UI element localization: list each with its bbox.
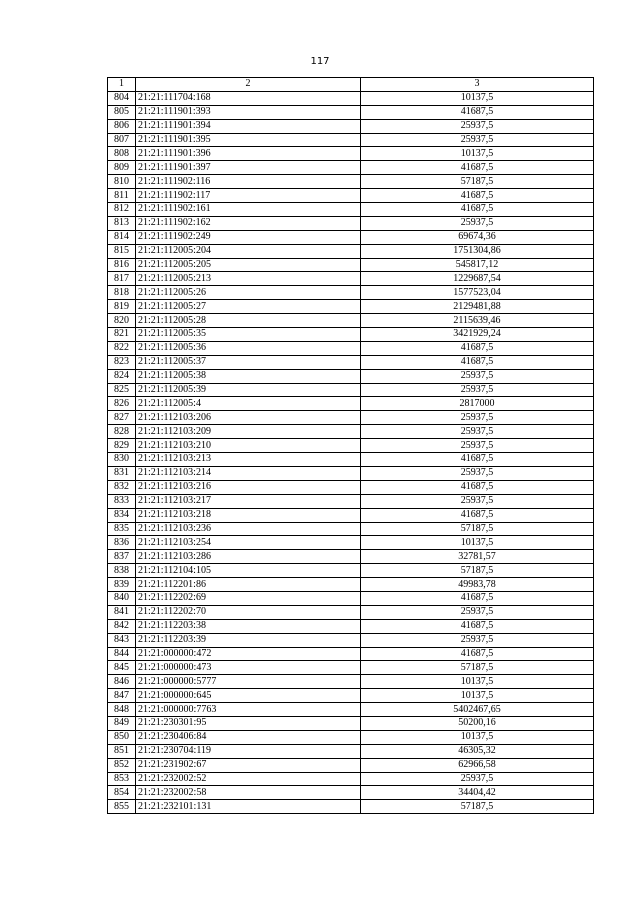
- value-cell: 57187,5: [361, 564, 594, 578]
- value-cell: 57187,5: [361, 175, 594, 189]
- cadastral-number-cell: 21:21:112203:38: [136, 619, 361, 633]
- data-table: [107, 77, 594, 814]
- table-row: [108, 175, 594, 189]
- row-number-cell: 807: [108, 133, 136, 147]
- value-cell: 25937,5: [361, 411, 594, 425]
- value-cell: 41687,5: [361, 355, 594, 369]
- cadastral-number-cell: 21:21:112005:26: [136, 286, 361, 300]
- row-number-cell: 808: [108, 147, 136, 161]
- value-cell: 5402467,65: [361, 703, 594, 717]
- table-row: [108, 466, 594, 480]
- table-row: [108, 425, 594, 439]
- row-number-cell: 843: [108, 633, 136, 647]
- row-number-cell: 836: [108, 536, 136, 550]
- row-number-cell: 844: [108, 647, 136, 661]
- table-row: [108, 744, 594, 758]
- table-row: [108, 328, 594, 342]
- row-number-cell: 818: [108, 286, 136, 300]
- table-row: [108, 383, 594, 397]
- cadastral-number-cell: 21:21:112201:86: [136, 578, 361, 592]
- cadastral-number-cell: 21:21:112103:217: [136, 494, 361, 508]
- value-cell: 25937,5: [361, 772, 594, 786]
- cadastral-number-cell: 21:21:112202:69: [136, 591, 361, 605]
- value-cell: 10137,5: [361, 675, 594, 689]
- table-row: [108, 230, 594, 244]
- table-row: [108, 411, 594, 425]
- value-cell: 41687,5: [361, 161, 594, 175]
- row-number-cell: 819: [108, 300, 136, 314]
- table-row: [108, 369, 594, 383]
- value-cell: 25937,5: [361, 605, 594, 619]
- row-number-cell: 806: [108, 119, 136, 133]
- table-row: [108, 147, 594, 161]
- cadastral-number-cell: 21:21:111704:168: [136, 91, 361, 105]
- cadastral-number-cell: 21:21:112103:218: [136, 508, 361, 522]
- row-number-cell: 822: [108, 341, 136, 355]
- table-row: [108, 341, 594, 355]
- row-number-cell: 813: [108, 216, 136, 230]
- cadastral-number-cell: 21:21:232101:131: [136, 800, 361, 814]
- value-cell: 41687,5: [361, 189, 594, 203]
- cadastral-number-cell: 21:21:111902:162: [136, 216, 361, 230]
- row-number-cell: 828: [108, 425, 136, 439]
- table-body: [108, 91, 594, 813]
- cadastral-number-cell: 21:21:111902:116: [136, 175, 361, 189]
- row-number-cell: 824: [108, 369, 136, 383]
- value-cell: 25937,5: [361, 466, 594, 480]
- cadastral-number-cell: 21:21:112005:28: [136, 314, 361, 328]
- cadastral-number-cell: 21:21:000000:645: [136, 689, 361, 703]
- value-cell: 57187,5: [361, 661, 594, 675]
- value-cell: 10137,5: [361, 536, 594, 550]
- cadastral-number-cell: 21:21:112203:39: [136, 633, 361, 647]
- table-row: [108, 397, 594, 411]
- row-number-cell: 817: [108, 272, 136, 286]
- row-number-cell: 833: [108, 494, 136, 508]
- cadastral-number-cell: 21:21:112103:236: [136, 522, 361, 536]
- row-number-cell: 851: [108, 744, 136, 758]
- table-row: [108, 800, 594, 814]
- value-cell: 41687,5: [361, 591, 594, 605]
- value-cell: 2115639,46: [361, 314, 594, 328]
- table-row: [108, 716, 594, 730]
- table-row: [108, 133, 594, 147]
- cadastral-number-cell: 21:21:112005:204: [136, 244, 361, 258]
- cadastral-number-cell: 21:21:112103:286: [136, 550, 361, 564]
- value-cell: 1577523,04: [361, 286, 594, 300]
- table-row: [108, 480, 594, 494]
- cadastral-number-cell: 21:21:000000:5777: [136, 675, 361, 689]
- table-row: [108, 578, 594, 592]
- cadastral-number-cell: 21:21:000000:472: [136, 647, 361, 661]
- cadastral-number-cell: 21:21:232002:58: [136, 786, 361, 800]
- row-number-cell: 809: [108, 161, 136, 175]
- row-number-cell: 841: [108, 605, 136, 619]
- table-row: [108, 508, 594, 522]
- table-row: [108, 300, 594, 314]
- row-number-cell: 852: [108, 758, 136, 772]
- table-row: [108, 258, 594, 272]
- row-number-cell: 810: [108, 175, 136, 189]
- row-number-cell: 830: [108, 453, 136, 467]
- cadastral-number-cell: 21:21:111901:393: [136, 105, 361, 119]
- row-number-cell: 805: [108, 105, 136, 119]
- row-number-cell: 829: [108, 439, 136, 453]
- value-cell: 57187,5: [361, 522, 594, 536]
- value-cell: 1751304,86: [361, 244, 594, 258]
- cadastral-number-cell: 21:21:230406:84: [136, 730, 361, 744]
- value-cell: 3421929,24: [361, 328, 594, 342]
- value-cell: 69674,36: [361, 230, 594, 244]
- table-row: [108, 119, 594, 133]
- table-row: [108, 536, 594, 550]
- value-cell: 46305,32: [361, 744, 594, 758]
- value-cell: 41687,5: [361, 619, 594, 633]
- value-cell: 10137,5: [361, 147, 594, 161]
- row-number-cell: 840: [108, 591, 136, 605]
- value-cell: 41687,5: [361, 453, 594, 467]
- cadastral-number-cell: 21:21:112005:39: [136, 383, 361, 397]
- table-row: [108, 91, 594, 105]
- cadastral-number-cell: 21:21:112103:213: [136, 453, 361, 467]
- row-number-cell: 850: [108, 730, 136, 744]
- value-cell: 25937,5: [361, 425, 594, 439]
- table-row: [108, 689, 594, 703]
- row-number-cell: 814: [108, 230, 136, 244]
- table-row: [108, 494, 594, 508]
- value-cell: 34404,42: [361, 786, 594, 800]
- value-cell: 50200,16: [361, 716, 594, 730]
- row-number-cell: 815: [108, 244, 136, 258]
- table-row: [108, 286, 594, 300]
- cadastral-number-cell: 21:21:112005:35: [136, 328, 361, 342]
- page-number: 117: [310, 56, 330, 67]
- cadastral-number-cell: 21:21:111902:249: [136, 230, 361, 244]
- value-cell: 25937,5: [361, 133, 594, 147]
- cadastral-number-cell: 21:21:112103:254: [136, 536, 361, 550]
- cadastral-number-cell: 21:21:000000:473: [136, 661, 361, 675]
- row-number-cell: 838: [108, 564, 136, 578]
- value-cell: 25937,5: [361, 439, 594, 453]
- table-row: [108, 675, 594, 689]
- value-cell: 10137,5: [361, 689, 594, 703]
- value-cell: 10137,5: [361, 730, 594, 744]
- column-header-3: 3: [361, 78, 594, 92]
- value-cell: 41687,5: [361, 203, 594, 217]
- row-number-cell: 831: [108, 466, 136, 480]
- column-header-1: 1: [108, 78, 136, 92]
- row-number-cell: 820: [108, 314, 136, 328]
- table-row: [108, 189, 594, 203]
- row-number-cell: 848: [108, 703, 136, 717]
- value-cell: 62966,58: [361, 758, 594, 772]
- cadastral-number-cell: 21:21:111901:394: [136, 119, 361, 133]
- row-number-cell: 811: [108, 189, 136, 203]
- table-row: [108, 591, 594, 605]
- cadastral-number-cell: 21:21:112103:214: [136, 466, 361, 480]
- table-row: [108, 619, 594, 633]
- cadastral-number-cell: 21:21:112103:216: [136, 480, 361, 494]
- cadastral-number-cell: 21:21:112103:209: [136, 425, 361, 439]
- row-number-cell: 839: [108, 578, 136, 592]
- row-number-cell: 849: [108, 716, 136, 730]
- cadastral-number-cell: 21:21:112104:105: [136, 564, 361, 578]
- cadastral-number-cell: 21:21:112005:37: [136, 355, 361, 369]
- cadastral-number-cell: 21:21:000000:7763: [136, 703, 361, 717]
- table-row: [108, 161, 594, 175]
- row-number-cell: 827: [108, 411, 136, 425]
- value-cell: 41687,5: [361, 508, 594, 522]
- value-cell: 2817000: [361, 397, 594, 411]
- cadastral-number-cell: 21:21:230301:95: [136, 716, 361, 730]
- row-number-cell: 847: [108, 689, 136, 703]
- row-number-cell: 804: [108, 91, 136, 105]
- value-cell: 32781,57: [361, 550, 594, 564]
- value-cell: 41687,5: [361, 105, 594, 119]
- table-row: [108, 355, 594, 369]
- table-row: [108, 522, 594, 536]
- row-number-cell: 845: [108, 661, 136, 675]
- row-number-cell: 816: [108, 258, 136, 272]
- value-cell: 49983,78: [361, 578, 594, 592]
- cadastral-number-cell: 21:21:112005:4: [136, 397, 361, 411]
- cadastral-number-cell: 21:21:111901:395: [136, 133, 361, 147]
- table-row: [108, 772, 594, 786]
- row-number-cell: 853: [108, 772, 136, 786]
- cadastral-number-cell: 21:21:111901:396: [136, 147, 361, 161]
- table-row: [108, 314, 594, 328]
- table-row: [108, 647, 594, 661]
- cadastral-number-cell: 21:21:230704:119: [136, 744, 361, 758]
- row-number-cell: 842: [108, 619, 136, 633]
- value-cell: 25937,5: [361, 383, 594, 397]
- cadastral-number-cell: 21:21:112005:38: [136, 369, 361, 383]
- cadastral-number-cell: 21:21:112202:70: [136, 605, 361, 619]
- value-cell: 2129481,88: [361, 300, 594, 314]
- value-cell: 10137,5: [361, 91, 594, 105]
- table-row: [108, 272, 594, 286]
- table-row: [108, 453, 594, 467]
- table-row: [108, 550, 594, 564]
- value-cell: 41687,5: [361, 480, 594, 494]
- table-row: [108, 661, 594, 675]
- row-number-cell: 832: [108, 480, 136, 494]
- cadastral-number-cell: 21:21:111902:161: [136, 203, 361, 217]
- value-cell: 41687,5: [361, 341, 594, 355]
- value-cell: 25937,5: [361, 216, 594, 230]
- table-row: [108, 758, 594, 772]
- cadastral-number-cell: 21:21:112005:213: [136, 272, 361, 286]
- cadastral-number-cell: 21:21:112103:206: [136, 411, 361, 425]
- row-number-cell: 825: [108, 383, 136, 397]
- column-header-2: 2: [136, 78, 361, 92]
- cadastral-number-cell: 21:21:111902:117: [136, 189, 361, 203]
- row-number-cell: 837: [108, 550, 136, 564]
- cadastral-number-cell: 21:21:112005:27: [136, 300, 361, 314]
- row-number-cell: 823: [108, 355, 136, 369]
- table-row: [108, 203, 594, 217]
- value-cell: 1229687,54: [361, 272, 594, 286]
- cadastral-number-cell: 21:21:112005:205: [136, 258, 361, 272]
- cadastral-number-cell: 21:21:112005:36: [136, 341, 361, 355]
- value-cell: 25937,5: [361, 119, 594, 133]
- table-row: [108, 244, 594, 258]
- cadastral-number-cell: 21:21:112103:210: [136, 439, 361, 453]
- table-row: [108, 105, 594, 119]
- table-row: [108, 605, 594, 619]
- value-cell: 57187,5: [361, 800, 594, 814]
- value-cell: 41687,5: [361, 647, 594, 661]
- cadastral-number-cell: 21:21:111901:397: [136, 161, 361, 175]
- row-number-cell: 835: [108, 522, 136, 536]
- row-number-cell: 846: [108, 675, 136, 689]
- header-row: [108, 78, 594, 92]
- row-number-cell: 855: [108, 800, 136, 814]
- row-number-cell: 821: [108, 328, 136, 342]
- table-row: [108, 564, 594, 578]
- cadastral-number-cell: 21:21:231902:67: [136, 758, 361, 772]
- cadastral-number-cell: 21:21:232002:52: [136, 772, 361, 786]
- table-row: [108, 439, 594, 453]
- value-cell: 25937,5: [361, 633, 594, 647]
- value-cell: 25937,5: [361, 369, 594, 383]
- table-row: [108, 786, 594, 800]
- table-row: [108, 730, 594, 744]
- value-cell: 545817,12: [361, 258, 594, 272]
- table-row: [108, 216, 594, 230]
- row-number-cell: 834: [108, 508, 136, 522]
- table-row: [108, 703, 594, 717]
- row-number-cell: 812: [108, 203, 136, 217]
- table-row: [108, 633, 594, 647]
- row-number-cell: 826: [108, 397, 136, 411]
- value-cell: 25937,5: [361, 494, 594, 508]
- row-number-cell: 854: [108, 786, 136, 800]
